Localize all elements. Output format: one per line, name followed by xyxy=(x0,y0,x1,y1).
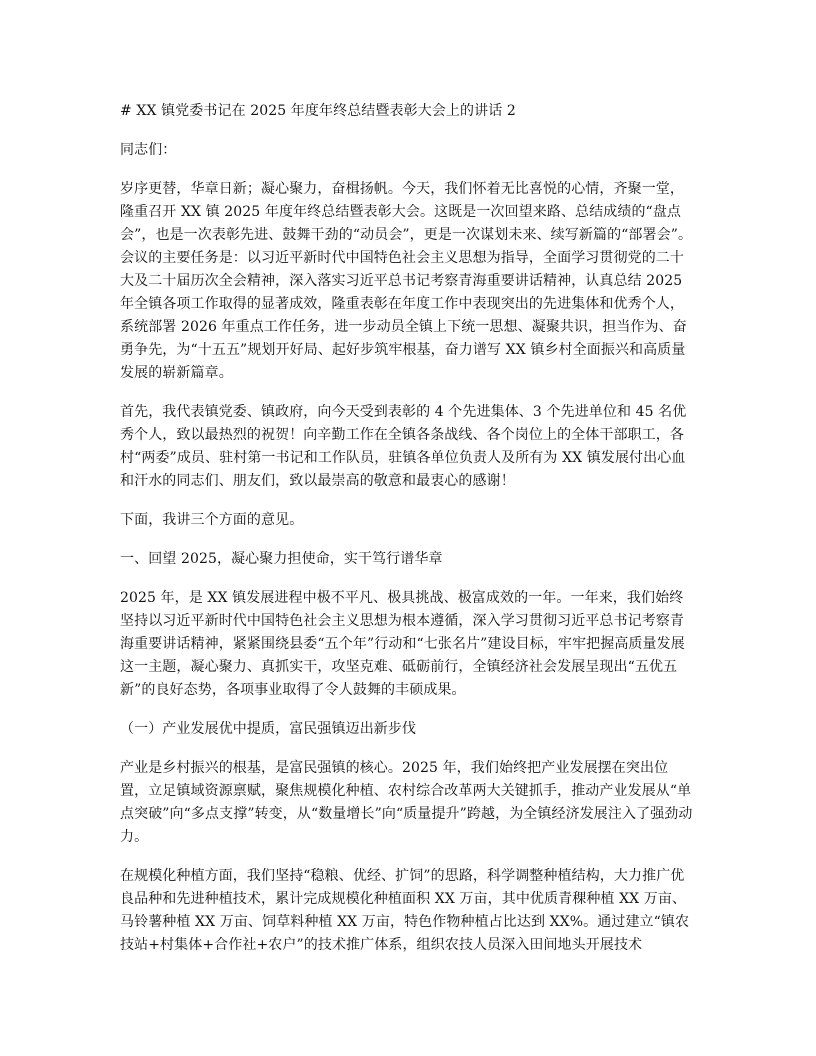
paragraph-opening: 岁序更替，华章日新；凝心聚力，奋楫扬帆。今天，我们怀着无比喜悦的心情，齐聚一堂，隆重召开 XX 镇 2025 年度年终总结暨表彰大会。这既是一次回望来路、总结成绩的“盘点会”，也是一次表彰先进、鼓舞干劲的“动员会”，更是一次谋划未来、续写新篇的“部署会”。会议的主要任务是：以习近平新时代中国特色社会主义思想为指导，全面学习贯彻党的二十大及二十届历次全会精神，深入落实习近平总书记考察青海重要讲话精神，认真总结 2025 年全镇各项工作取得的显著成效，隆重表彰在年度工作中表现突出的先进集体和优秀个人，系统部署 2026 年重点工作任务，进一步动员全镇上下统一思想、凝聚共识，担当作为、奋勇争先，为“十五五”规划开好局、起好步筑牢根基，奋力谱写 XX 镇乡村全面振兴和高质量发展的崭新篇章。 xyxy=(120,181,693,381)
document-heading: # XX 镇党委书记在 2025 年度年终总结暨表彰大会上的讲话 2 xyxy=(120,103,516,119)
paragraph-transition: 下面，我讲三个方面的意见。 xyxy=(120,512,304,528)
document-page xyxy=(120,100,696,973)
subsection-title: （一）产业发展优中提质，富民强镇迈出新步伐 xyxy=(120,721,417,737)
subsection-paragraph-2: 在规模化种植方面，我们坚持“稳粮、优经、扩饲”的思路，科学调整种植结构，大力推广优良品种和先进种植技术，累计完成规模化种植面积 XX 万亩，其中优质青稞种植 XX 万亩、马铃薯种植 XX 万亩、饲草料种植 XX 万亩，特色作物种植占比达到 XX%。通过建立“镇农技站+村集体+合作社+农户”的技术推广体系，组织农技人员深入田间地头开展技术 xyxy=(120,868,690,953)
salutation: 同志们： xyxy=(120,142,177,158)
paragraph-thanks: 首先，我代表镇党委、镇政府，向今天受到表彰的 4 个先进集体、3 个先进单位和 45 名优秀个人，致以最热烈的祝贺！向辛勤工作在全镇各条战线、各个岗位上的全体干部职工，各村“两委”成员、驻村第一书记和工作队员，驻镇各单位负责人及所有为 XX 镇发展付出心血和汗水的同志们、朋友们，致以最崇高的敬意和最衷心的感谢！ xyxy=(120,404,687,489)
subsection-paragraph-1: 产业是乡村振兴的根基，是富民强镇的核心。2025 年，我们始终把产业发展摆在突出位置，立足镇域资源禀赋，聚焦规模化种植、农村综合改革两大关键抓手，推动产业发展从“单点突破”向“多点支撑”转变，从“数量增长”向“质量提升”跨越，为全镇经济发展注入了强劲动力。 xyxy=(120,760,693,845)
section-title: 一、回望 2025，凝心聚力担使命，实干笃行谱华章 xyxy=(120,551,443,567)
section-paragraph: 2025 年，是 XX 镇发展进程中极不平凡、极具挑战、极富成效的一年。一年来，我们始终坚持以习近平新时代中国特色社会主义思想为根本遵循，深入学习贯彻习近平总书记考察青海重要讲话精神，紧紧围绕县委“五个年”行动和“七张名片”建设目标，牢牢把握高质量发展这一主题，凝心聚力、真抓实干，攻坚克难、砥砺前行，全镇经济社会发展呈现出“五优五新”的良好态势，各项事业取得了令人鼓舞的丰硕成果。 xyxy=(120,590,685,698)
